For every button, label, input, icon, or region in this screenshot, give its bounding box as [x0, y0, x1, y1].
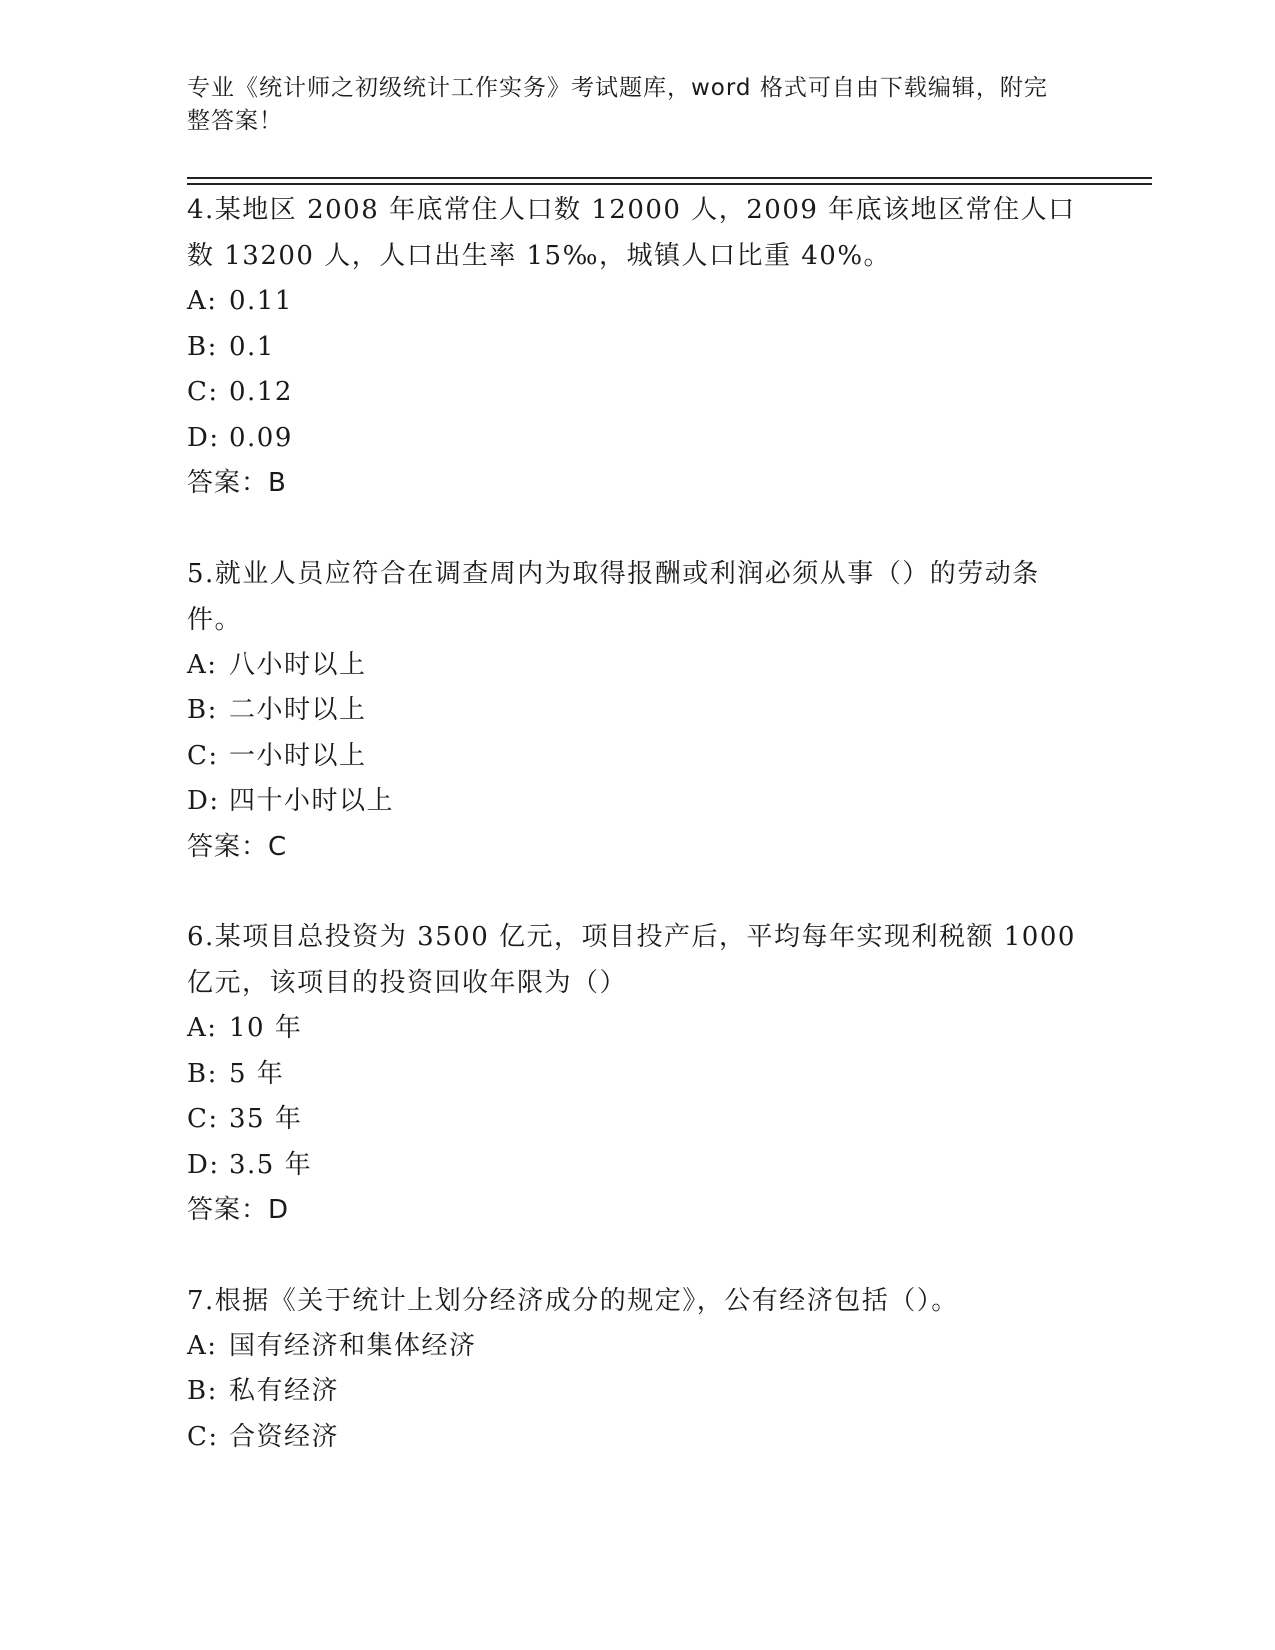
- divider-line-bottom: [187, 183, 1152, 185]
- option-a: [187, 643, 1087, 689]
- question-item: [187, 1278, 1087, 1461]
- question-stem: 5.就业人员应符合在调查周内为取得报酬或利润必须从事（）的劳动条件。: [187, 558, 1040, 635]
- option-text: 35 年: [229, 1104, 303, 1134]
- answer-line: 答案：B: [187, 468, 287, 498]
- option-letter: B:: [187, 1058, 218, 1089]
- answer-line: 答案：C: [187, 831, 288, 862]
- option-text: 0.12: [229, 377, 293, 407]
- option-text: 10 年: [229, 1013, 303, 1043]
- option-letter: D:: [187, 786, 220, 816]
- option-letter: C:: [187, 1421, 219, 1452]
- question-stem: 4.某地区 2008 年底常住人口数 12000 人，2009 年底该地区常住人口数 13200 人，人口出生率 15‰，城镇人口比重 40%。: [187, 195, 1076, 271]
- option-b: [187, 1369, 1087, 1415]
- option-letter: C:: [187, 1104, 219, 1134]
- option-letter: C:: [187, 740, 219, 771]
- option-b: [187, 688, 1087, 734]
- option-text: 0.09: [229, 422, 293, 453]
- option-letter: A:: [187, 649, 218, 680]
- option-text: 八小时以上: [229, 649, 367, 680]
- option-letter: A:: [187, 1013, 218, 1043]
- option-c: [187, 1097, 1087, 1143]
- question-item: [187, 914, 1087, 1234]
- option-c: [187, 370, 1087, 416]
- question-gap: [187, 507, 1087, 551]
- option-letter: A:: [187, 286, 218, 316]
- option-letter: B:: [187, 331, 218, 362]
- question-gap: [187, 1234, 1087, 1278]
- option-d: [187, 1143, 1087, 1189]
- option-text: 3.5 年: [229, 1149, 313, 1180]
- option-d: [187, 779, 1087, 825]
- question-item: [187, 187, 1087, 507]
- question-item: [187, 551, 1087, 871]
- option-letter: D:: [187, 422, 220, 453]
- option-text: 5 年: [229, 1058, 285, 1089]
- option-letter: B:: [187, 695, 218, 725]
- option-c: [187, 1415, 1087, 1461]
- option-letter: D:: [187, 1149, 220, 1180]
- option-text: 二小时以上: [229, 695, 367, 725]
- option-b: [187, 325, 1087, 371]
- option-text: 私有经济: [229, 1376, 340, 1406]
- document-intro: 专业《统计师之初级统计工作实务》考试题库，word 格式可自由下载编辑，附完整答案！: [187, 75, 1048, 134]
- option-d: [187, 416, 1087, 462]
- option-text: 0.11: [229, 286, 293, 316]
- option-c: [187, 734, 1087, 780]
- option-a: [187, 1324, 1087, 1370]
- option-a: [187, 279, 1087, 325]
- option-text: 四十小时以上: [229, 786, 395, 816]
- option-b: [187, 1052, 1087, 1098]
- divider-line-top: [187, 177, 1152, 179]
- question-stem: 6.某项目总投资为 3500 亿元，项目投产后，平均每年实现利税额 1000 亿元，该项目的投资回收年限为（）: [187, 922, 1076, 998]
- question-gap: [187, 870, 1087, 914]
- option-text: 国有经济和集体经济: [229, 1330, 477, 1361]
- option-letter: A:: [187, 1330, 218, 1361]
- option-a: [187, 1006, 1087, 1052]
- option-text: 0.1: [229, 331, 275, 362]
- option-letter: B:: [187, 1376, 218, 1406]
- question-list: [187, 187, 1087, 1460]
- option-text: 一小时以上: [229, 740, 367, 771]
- answer-line: 答案：D: [187, 1195, 290, 1225]
- question-stem: 7.根据《关于统计上划分经济成分的规定》，公有经济包括（）。: [187, 1285, 959, 1316]
- option-text: 合资经济: [229, 1421, 340, 1452]
- option-letter: C:: [187, 377, 219, 407]
